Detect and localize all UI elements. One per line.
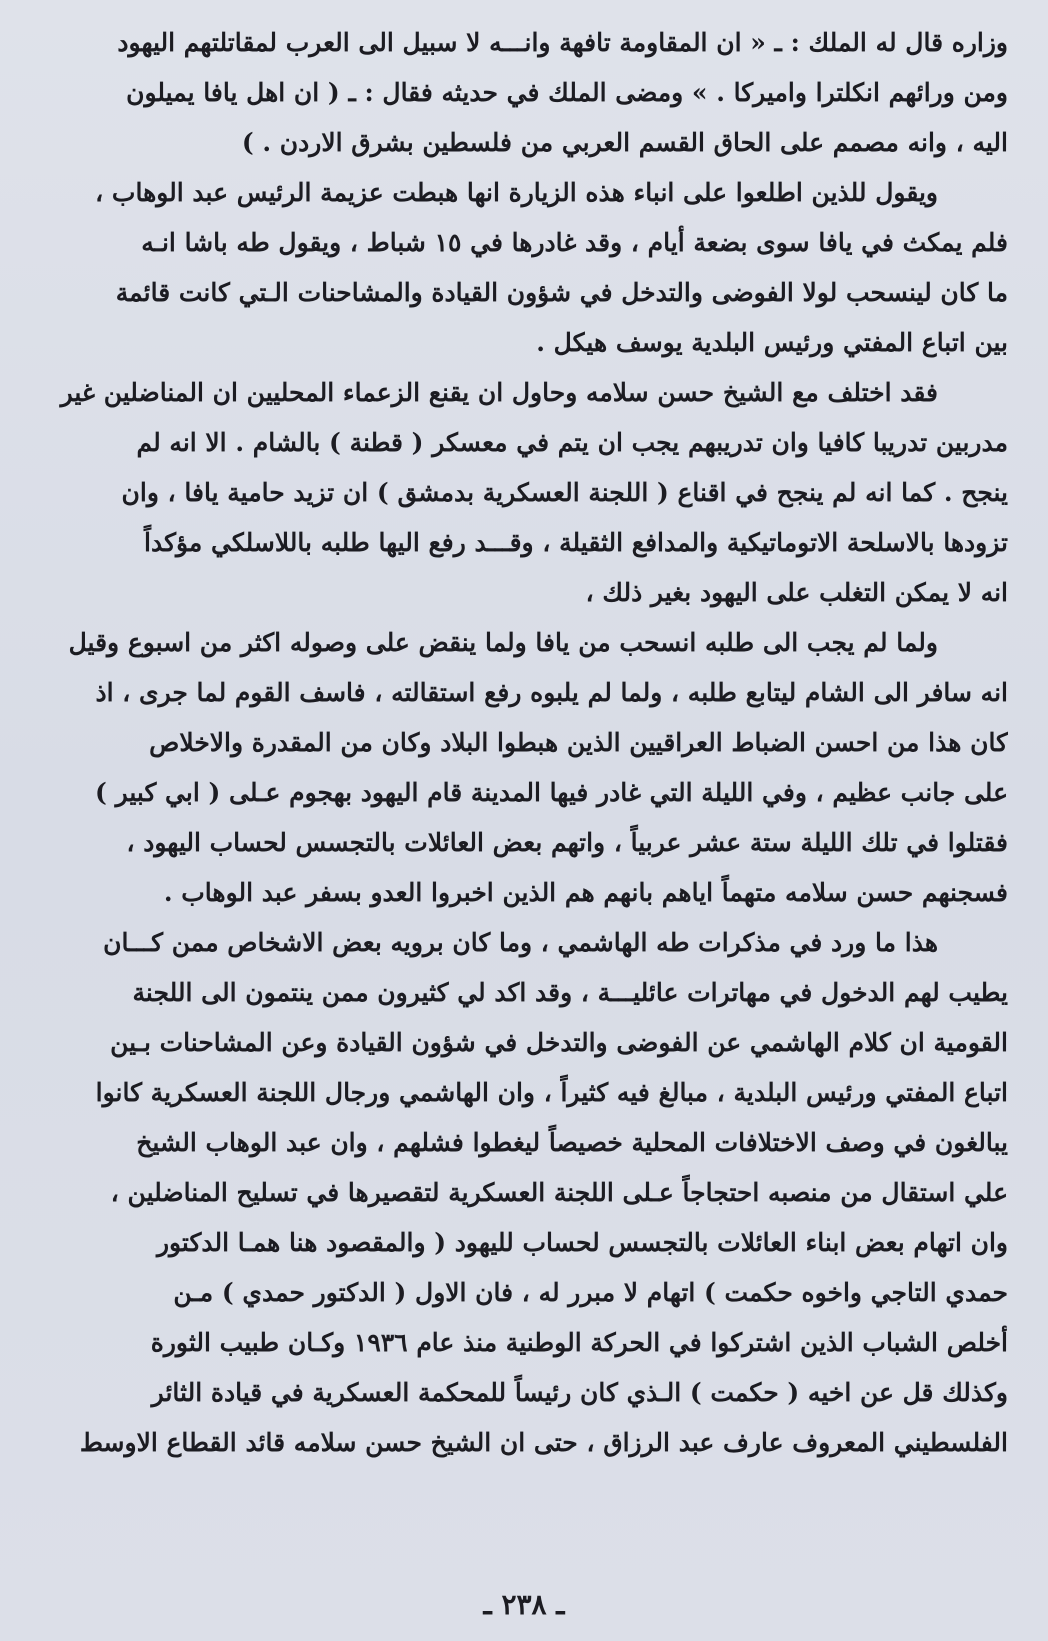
text-line: فلم يمكث في يافا سوى بضعة أيام ، وقد غادرها في ١٥ شباط ، ويقول طه باشا انـه — [141, 228, 1008, 257]
text-line: اتباع المفتي ورئيس البلدية ، مبالغ فيه كثيراً ، وان الهاشمي ورجال اللجنة العسكرية كانوا — [95, 1078, 1008, 1107]
text-line: مدربين تدريبا كافيا وان تدريبهم يجب ان يتم في معسكر ( قطنة ) بالشام . الا انه لم — [136, 428, 1008, 457]
text-line: هذا ما ورد في مذكرات طه الهاشمي ، وما كان برويه بعض الاشخاص ممن كـــان — [103, 928, 938, 957]
text-line: ويقول للذين اطلعوا على انباء هذه الزيارة انها هبطت عزيمة الرئيس عبد الوهاب ، — [95, 178, 938, 207]
text-line: أخلص الشباب الذين اشتركوا في الحركة الوطنية منذ عام ١٩٣٦ وكـان طبيب الثورة — [150, 1328, 1008, 1357]
page-number: ـ ٢٣٨ ـ — [483, 1588, 565, 1621]
text-line: وزاره قال له الملك : ـ « ان المقاومة تافهة وانـــه لا سبيل الى العرب لمقاتلتهم اليهود — [117, 28, 1008, 57]
text-line: وكذلك قل عن اخيه ( حكمت ) الـذي كان رئيساً للمحكمة العسكرية في قيادة الثائر — [151, 1378, 1008, 1407]
text-line: يبالغون في وصف الاختلافات المحلية خصيصاً ليغطوا فشلهم ، وان عبد الوهاب الشيخ — [136, 1128, 1008, 1157]
text-line: علي استقال من منصبه احتجاجاً عـلى اللجنة العسكرية لتقصيرها في تسليح المناضلين ، — [110, 1178, 1008, 1207]
body-text — [40, 18, 1008, 1468]
text-line: الفلسطيني المعروف عارف عبد الرزاق ، حتى ان الشيخ حسن سلامه قائد القطاع الاوسط — [79, 1428, 1008, 1457]
text-line: ولما لم يجب الى طلبه انسحب من يافا ولما ينقض على وصوله اكثر من اسبوع وقيل — [68, 628, 938, 657]
text-line: فقتلوا في تلك الليلة ستة عشر عربياً ، واتهم بعض العائلات بالتجسس لحساب اليهود ، — [126, 828, 1008, 857]
text-line: القومية ان كلام الهاشمي عن الفوضى والتدخل في شؤون القيادة وعن المشاحنات بـين — [110, 1028, 1008, 1057]
text-line: بين اتباع المفتي ورئيس البلدية يوسف هيكل . — [536, 328, 1008, 357]
text-line: يطيب لهم الدخول في مهاترات عائليـــة ، وقد اكد لي كثيرون ممن ينتمون الى اللجنة — [132, 978, 1008, 1007]
text-line: انه لا يمكن التغلب على اليهود بغير ذلك ، — [585, 578, 1008, 607]
text-line: ينجح . كما انه لم ينجح في اقناع ( اللجنة العسكرية بدمشق ) ان تزيد حامية يافا ، وان — [121, 478, 1008, 507]
text-line: ما كان لينسحب لولا الفوضى والتدخل في شؤون القيادة والمشاحنات الـتي كانت قائمة — [115, 278, 1008, 307]
text-line: تزودها بالاسلحة الاتوماتيكية والمدافع الثقيلة ، وقـــد رفع اليها طلبه باللاسلكي مؤكداً — [144, 528, 1008, 557]
text-line: كان هذا من احسن الضباط العراقيين الذين هبطوا البلاد وكان من المقدرة والاخلاص — [149, 728, 1008, 757]
text-line: فقد اختلف مع الشيخ حسن سلامه وحاول ان يقنع الزعماء المحليين ان المناضلين غير — [60, 378, 938, 407]
text-line: فسجنهم حسن سلامه متهماً اياهم بانهم هم الذين اخبروا العدو بسفر عبد الوهاب . — [163, 878, 1008, 907]
text-line: اليه ، وانه مصمم على الحاق القسم العربي من فلسطين بشرق الاردن . ) — [241, 128, 1008, 157]
text-line: انه سافر الى الشام ليتابع طلبه ، ولما لم يلبوه رفع استقالته ، فاسف القوم لما جرى ، اذ — [95, 678, 1008, 707]
text-line: على جانب عظيم ، وفي الليلة التي غادر فيها المدينة قام اليهود بهجوم عـلى ( ابي كبير ) — [95, 778, 1008, 807]
text-line: وان اتهام بعض ابناء العائلات بالتجسس لحساب لليهود ( والمقصود هنا همـا الدكتور — [156, 1228, 1008, 1257]
text-line: ومن ورائهم انكلترا واميركا . » ومضى الملك في حديثه فقال : ـ ( ان اهل يافا يميلون — [126, 78, 1008, 107]
text-line: حمدي التاجي واخوه حكمت ) اتهام لا مبرر له ، فان الاول ( الدكتور حمدي ) مـن — [173, 1278, 1008, 1307]
